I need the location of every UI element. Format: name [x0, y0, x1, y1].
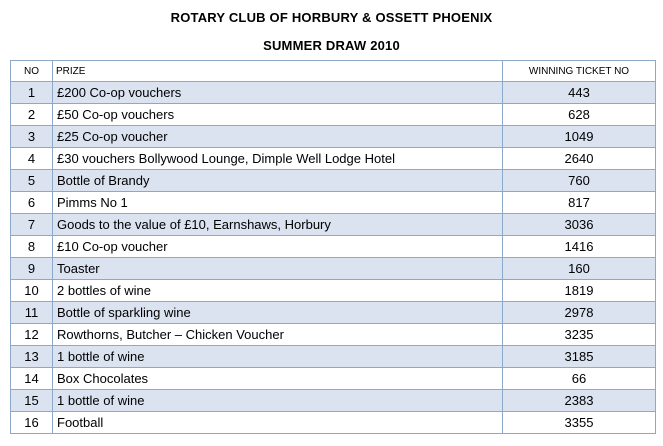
column-header-ticket: WINNING TICKET NO [503, 61, 656, 82]
cell-ticket: 760 [503, 170, 656, 192]
table-header [11, 61, 656, 82]
cell-prize: £10 Co-op voucher [53, 236, 503, 258]
table-row [11, 192, 656, 214]
cell-no: 7 [11, 214, 53, 236]
cell-ticket: 66 [503, 368, 656, 390]
cell-prize: Bottle of sparkling wine [53, 302, 503, 324]
cell-ticket: 160 [503, 258, 656, 280]
cell-prize: £50 Co-op vouchers [53, 104, 503, 126]
cell-prize: £30 vouchers Bollywood Lounge, Dimple Well Lodge Hotel [53, 148, 503, 170]
cell-prize: 1 bottle of wine [53, 390, 503, 412]
cell-no: 6 [11, 192, 53, 214]
prize-table [10, 60, 656, 434]
table-body [11, 82, 656, 434]
table-row [11, 236, 656, 258]
table-row [11, 258, 656, 280]
cell-ticket: 3235 [503, 324, 656, 346]
cell-ticket: 443 [503, 82, 656, 104]
cell-no: 5 [11, 170, 53, 192]
cell-no: 10 [11, 280, 53, 302]
cell-ticket: 1049 [503, 126, 656, 148]
cell-no: 13 [11, 346, 53, 368]
cell-ticket: 3036 [503, 214, 656, 236]
cell-ticket: 817 [503, 192, 656, 214]
cell-ticket: 1416 [503, 236, 656, 258]
cell-ticket: 3185 [503, 346, 656, 368]
table-row [11, 324, 656, 346]
table-row [11, 346, 656, 368]
cell-prize: Pimms No 1 [53, 192, 503, 214]
cell-no: 2 [11, 104, 53, 126]
cell-prize: Rowthorns, Butcher – Chicken Voucher [53, 324, 503, 346]
table-row [11, 126, 656, 148]
cell-no: 4 [11, 148, 53, 170]
table-row [11, 368, 656, 390]
cell-no: 8 [11, 236, 53, 258]
table-row [11, 280, 656, 302]
cell-ticket: 2640 [503, 148, 656, 170]
cell-ticket: 3355 [503, 412, 656, 434]
table-row [11, 412, 656, 434]
table-row [11, 82, 656, 104]
header-row [11, 61, 656, 82]
cell-prize: Toaster [53, 258, 503, 280]
document-subtitle: SUMMER DRAW 2010 [263, 38, 400, 53]
column-header-prize: PRIZE [53, 61, 503, 82]
table-row [11, 390, 656, 412]
table-row [11, 302, 656, 324]
cell-no: 3 [11, 126, 53, 148]
cell-prize: £25 Co-op voucher [53, 126, 503, 148]
cell-no: 16 [11, 412, 53, 434]
cell-prize: Bottle of Brandy [53, 170, 503, 192]
cell-ticket: 2383 [503, 390, 656, 412]
cell-ticket: 1819 [503, 280, 656, 302]
table-row [11, 170, 656, 192]
cell-no: 15 [11, 390, 53, 412]
cell-no: 9 [11, 258, 53, 280]
cell-prize: 1 bottle of wine [53, 346, 503, 368]
cell-ticket: 628 [503, 104, 656, 126]
column-header-no: NO [11, 61, 53, 82]
cell-no: 11 [11, 302, 53, 324]
cell-prize: Goods to the value of £10, Earnshaws, Horbury [53, 214, 503, 236]
cell-prize: Football [53, 412, 503, 434]
cell-no: 12 [11, 324, 53, 346]
cell-prize: Box Chocolates [53, 368, 503, 390]
document-title: ROTARY CLUB OF HORBURY & OSSETT PHOENIX [170, 10, 493, 25]
cell-prize: £200 Co-op vouchers [53, 82, 503, 104]
cell-prize: 2 bottles of wine [53, 280, 503, 302]
table-row [11, 104, 656, 126]
table-row [11, 214, 656, 236]
cell-ticket: 2978 [503, 302, 656, 324]
cell-no: 14 [11, 368, 53, 390]
table-row [11, 148, 656, 170]
cell-no: 1 [11, 82, 53, 104]
